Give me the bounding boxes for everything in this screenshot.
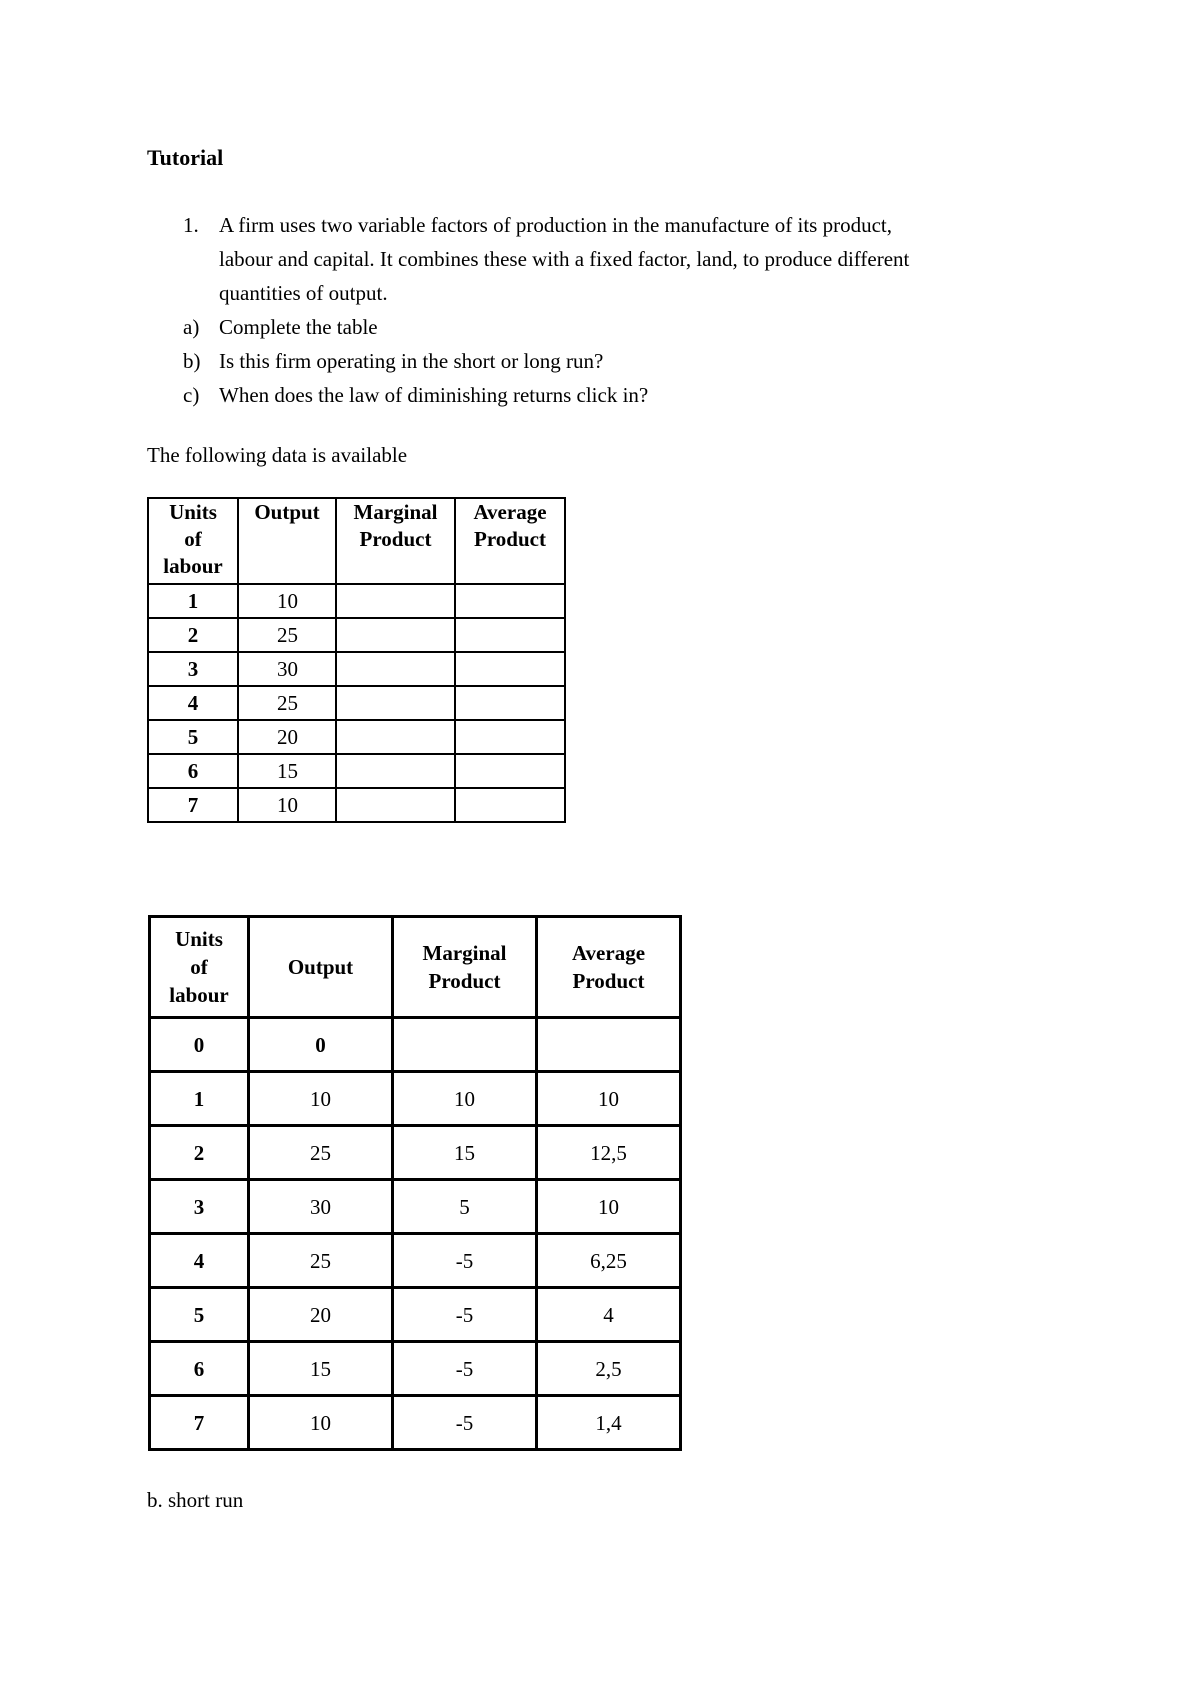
cell-marginal-product <box>336 652 455 686</box>
cell-output: 10 <box>238 788 336 822</box>
cell-marginal-product <box>336 686 455 720</box>
cell-marginal-product <box>393 1018 537 1072</box>
cell-average-product: 10 <box>537 1072 681 1126</box>
header-units-of-labour: Units of labour <box>148 498 238 584</box>
data-table <box>147 497 566 823</box>
question-1-text: labour and capital. It combines these with a fixed factor, land, to produce different <box>219 247 910 271</box>
cell-output: 15 <box>249 1342 393 1396</box>
cell-marginal-product <box>336 788 455 822</box>
cell-marginal-product: -5 <box>393 1288 537 1342</box>
cell-units: 6 <box>150 1342 249 1396</box>
cell-units: 1 <box>148 584 238 618</box>
question-b-marker: b) <box>183 349 201 373</box>
question-a-text: Complete the table <box>219 315 378 339</box>
cell-output: 30 <box>238 652 336 686</box>
cell-marginal-product: -5 <box>393 1396 537 1450</box>
cell-average-product: 2,5 <box>537 1342 681 1396</box>
cell-output: 25 <box>249 1234 393 1288</box>
cell-output: 20 <box>249 1288 393 1342</box>
cell-units: 7 <box>150 1396 249 1450</box>
question-1-line-2 <box>147 242 1047 276</box>
question-b <box>147 344 1047 378</box>
cell-units: 4 <box>150 1234 249 1288</box>
table-row <box>148 584 565 618</box>
table-row <box>150 1342 681 1396</box>
question-c-text: When does the law of diminishing returns click in? <box>219 383 649 407</box>
cell-units: 2 <box>148 618 238 652</box>
cell-average-product <box>455 618 565 652</box>
question-b-text: Is this firm operating in the short or long run? <box>219 349 604 373</box>
cell-output: 10 <box>249 1072 393 1126</box>
cell-units: 6 <box>148 754 238 788</box>
question-1-text: A firm uses two variable factors of production in the manufacture of its product, <box>219 213 892 237</box>
header-output: Output <box>238 498 336 584</box>
cell-units: 2 <box>150 1126 249 1180</box>
table-row <box>150 1396 681 1450</box>
cell-units: 5 <box>150 1288 249 1342</box>
table-row <box>148 686 565 720</box>
cell-marginal-product: 15 <box>393 1126 537 1180</box>
cell-average-product <box>455 652 565 686</box>
table-row <box>148 788 565 822</box>
question-a <box>147 310 1047 344</box>
cell-output: 25 <box>238 686 336 720</box>
cell-units: 7 <box>148 788 238 822</box>
cell-marginal-product: -5 <box>393 1342 537 1396</box>
cell-marginal-product: 5 <box>393 1180 537 1234</box>
table-header-row <box>150 917 681 1018</box>
cell-marginal-product <box>336 584 455 618</box>
header-average-product: Average Product <box>455 498 565 584</box>
header-output: Output <box>249 917 393 1018</box>
cell-average-product: 12,5 <box>537 1126 681 1180</box>
cell-output: 15 <box>238 754 336 788</box>
header-units-of-labour: Units of labour <box>150 917 249 1018</box>
question-1-text: quantities of output. <box>219 281 388 305</box>
table-row <box>150 1180 681 1234</box>
question-list <box>147 208 1047 412</box>
question-1-line-1 <box>147 208 1047 242</box>
cell-output: 30 <box>249 1180 393 1234</box>
question-c-marker: c) <box>183 383 200 407</box>
answer-table <box>148 915 682 1451</box>
page-title: Tutorial <box>147 145 224 170</box>
cell-units: 3 <box>148 652 238 686</box>
table-header-row <box>148 498 565 584</box>
cell-output: 20 <box>238 720 336 754</box>
cell-output: 10 <box>249 1396 393 1450</box>
cell-output: 25 <box>249 1126 393 1180</box>
cell-average-product <box>455 584 565 618</box>
answer-text: b. short run <box>147 1488 244 1512</box>
cell-output: 0 <box>249 1018 393 1072</box>
cell-units: 1 <box>150 1072 249 1126</box>
header-marginal-product: Marginal Product <box>336 498 455 584</box>
cell-average-product: 6,25 <box>537 1234 681 1288</box>
header-average-product: Average Product <box>537 917 681 1018</box>
question-1-marker: 1. <box>183 213 199 237</box>
table-row <box>150 1072 681 1126</box>
cell-marginal-product <box>336 720 455 754</box>
cell-average-product: 10 <box>537 1180 681 1234</box>
question-c <box>147 378 1047 412</box>
table-row <box>150 1126 681 1180</box>
table-row <box>150 1288 681 1342</box>
cell-units: 0 <box>150 1018 249 1072</box>
header-marginal-product: Marginal Product <box>393 917 537 1018</box>
table-row <box>148 720 565 754</box>
question-1-line-3 <box>147 276 1047 310</box>
table-row <box>148 652 565 686</box>
cell-average-product <box>455 686 565 720</box>
cell-marginal-product: 10 <box>393 1072 537 1126</box>
cell-average-product: 4 <box>537 1288 681 1342</box>
cell-units: 4 <box>148 686 238 720</box>
cell-average-product <box>455 720 565 754</box>
table-row <box>148 618 565 652</box>
cell-units: 5 <box>148 720 238 754</box>
intro-text: The following data is available <box>147 443 408 467</box>
cell-average-product <box>455 788 565 822</box>
cell-marginal-product <box>336 618 455 652</box>
cell-average-product <box>537 1018 681 1072</box>
cell-marginal-product: -5 <box>393 1234 537 1288</box>
table-row <box>150 1234 681 1288</box>
cell-units: 3 <box>150 1180 249 1234</box>
cell-output: 10 <box>238 584 336 618</box>
question-a-marker: a) <box>183 315 200 339</box>
cell-output: 25 <box>238 618 336 652</box>
table-row <box>148 754 565 788</box>
cell-average-product <box>455 754 565 788</box>
cell-marginal-product <box>336 754 455 788</box>
table-row <box>150 1018 681 1072</box>
cell-average-product: 1,4 <box>537 1396 681 1450</box>
